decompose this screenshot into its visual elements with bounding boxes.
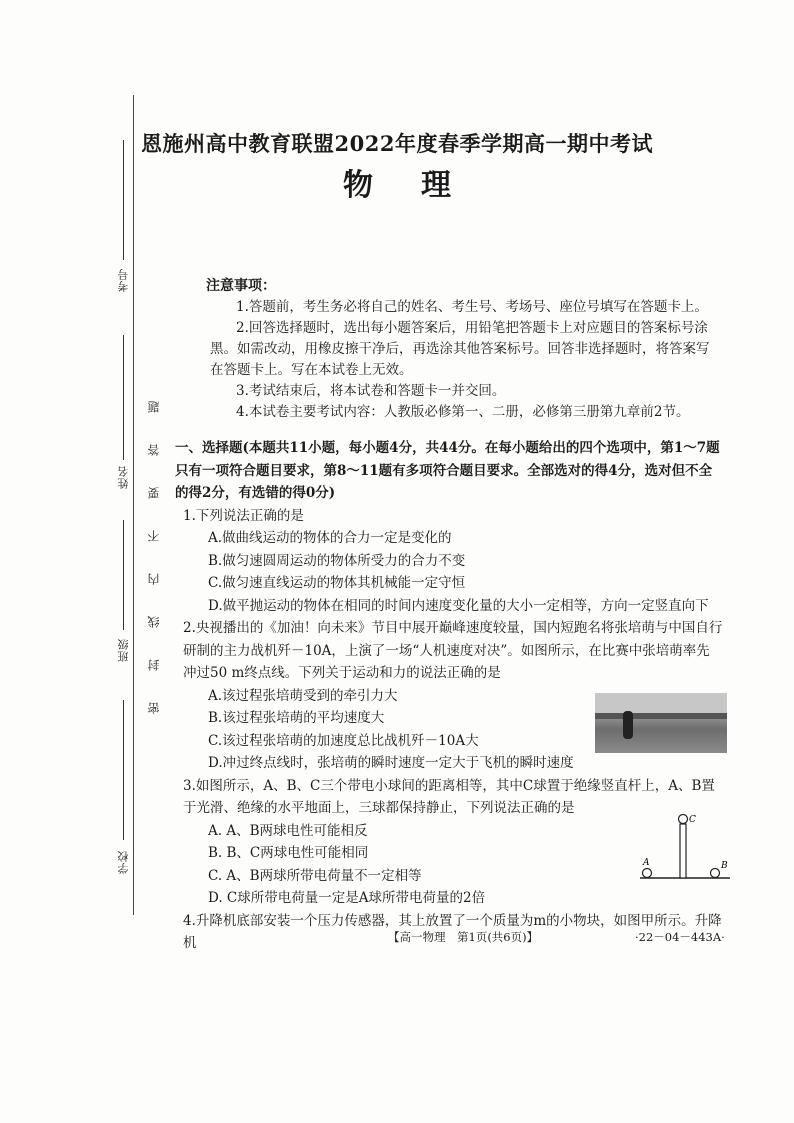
question-2-option-d: D.冲过终点线时，张培萌的瞬时速度一定大于飞机的瞬时速度: [208, 755, 574, 771]
notes-heading: 注意事项：: [206, 278, 276, 294]
question-1-stem: 1.下列说法正确的是: [183, 507, 304, 524]
question-2-option-c: C.该过程张培萌的加速度总比战机歼－10A大: [208, 732, 479, 749]
blank-line-class: [123, 520, 124, 630]
page-footer: 【高一物理 第1页(共6页)】: [388, 930, 539, 944]
label-c: C: [689, 815, 696, 825]
question-3-option-a: A. A、B两球电性可能相反: [208, 822, 368, 839]
note-item: 2.回答选择题时，选出每小题答案后，用铅笔把答题卡上对应题目的答案标号涂黑。如需改动，用橡皮擦干净后，再选涂其他答案标号。回答非选择题时，将答案写在答题卡上。写在本试卷上无效。: [210, 320, 710, 378]
runner-figure: [623, 711, 633, 739]
subject-title: 物理: [343, 168, 499, 203]
binding-line: [133, 95, 134, 915]
note-item: 1.答题前，考生务必将自己的姓名、考生号、考场号、座位号填写在答题卡上。: [236, 299, 708, 315]
question-1-option-b: B.做匀速圆周运动的物体所受力的合力不变: [208, 552, 466, 569]
label-b: B: [721, 861, 728, 871]
ball-c: [679, 815, 688, 824]
blank-line-school: [123, 700, 124, 840]
race-photo: [595, 693, 727, 753]
question-3-option-d: D. C球所带电荷量一定是A球所带电荷量的2倍: [208, 890, 486, 906]
charge-diagram: [636, 812, 732, 884]
photo-horizon: [595, 713, 727, 719]
label-a: A: [643, 858, 650, 868]
question-3-option-b: B. B、C两球电性可能相同: [208, 845, 369, 861]
ball-a: [643, 869, 652, 878]
note-item: 3.考试结束后，将本试卷和答题卡一并交回。: [236, 383, 506, 399]
question-3-stem: 3.如图所示，A、B、C三个带电小球间的距离相等，其中C球置于绝缘竖直杆上，A、B置于光滑、绝缘的水平地面上，三球都保持静止，下列说法正确的是: [183, 777, 715, 816]
question-2-option-a: A.该过程张培萌受到的牵引力大: [208, 687, 398, 704]
question-2-option-b: B.该过程张培萌的平均速度大: [208, 710, 385, 726]
label-name: 姓名: [117, 465, 130, 489]
seal-warning: 密封线内不要答题: [147, 370, 161, 714]
notes: [206, 276, 720, 423]
label-school: 学校: [117, 850, 130, 874]
ball-b: [711, 869, 720, 878]
photo-sky: [595, 693, 727, 713]
exam-title: 恩施州高中教育联盟2022年度春季学期高一期中考试: [141, 131, 653, 156]
note-item: 4.本试卷主要考试内容：人教版必修第一、二册，必修第三册第九章前2节。: [236, 404, 690, 420]
question-2-stem: 2.央视播出的《加油！向未来》节目中展开巅峰速度较量，国内短跑名将张培萌与中国自行研制的主力战机歼－10A，上演了一场“人机速度对决”。如图所示，在比赛中张培萌率先冲过50 m终点线。下列关于运动和力的说法正确的是: [183, 620, 723, 681]
label-class: 班级: [117, 638, 130, 662]
question-3-option-c: C. A、B两球所带电荷量不一定相等: [208, 867, 422, 884]
question-1-option-a: A.做曲线运动的物体的合力一定是变化的: [208, 530, 452, 546]
section-heading: 一、选择题(本题共11小题，每小题4分，共44分。在每小题给出的四个选项中，第1～7题只有一项符合题目要求，第8～11题有多项符合题目要求。全部选对的得4分，选对但不全的得2分，有选错的得0分): [175, 440, 720, 501]
paper-code: ·22－04－443A·: [635, 930, 725, 944]
blank-line-name: [123, 335, 124, 460]
question-1-option-c: C.做匀速直线运动的物体其机械能一定守恒: [208, 575, 466, 591]
insulating-rod: [680, 824, 686, 878]
question-4-stem: 4.升降机底部安装一个压力传感器，其上放置了一个质量为m的小物块，如图甲所示。升降机: [183, 912, 722, 951]
question-1-option-d: D.做平抛运动的物体在相同的时间内速度变化量的大小一定相等，方向一定竖直向下: [208, 597, 709, 614]
label-number: 考号: [117, 268, 130, 292]
